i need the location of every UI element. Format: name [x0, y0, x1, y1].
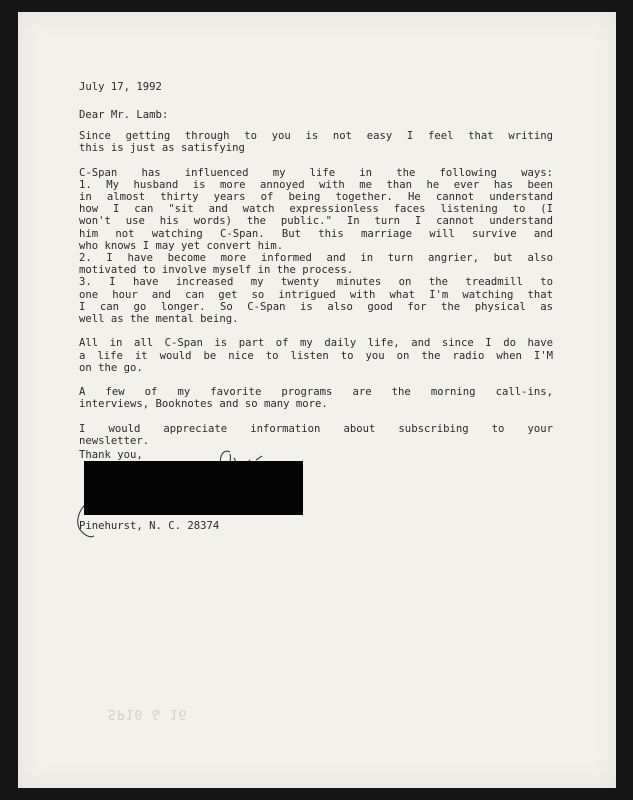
- text-line: motivated to involve myself in the process.: [79, 264, 354, 277]
- text-line: 2. I have become more informed and in turn angrier, but also: [79, 252, 553, 265]
- paragraph-2: [79, 167, 553, 326]
- text-line: one hour and can get so intrigued with what I'm watching that: [79, 288, 553, 301]
- letter-date: July 17, 1992: [79, 81, 162, 93]
- text-line: 1. My husband is more annoyed with me than he ever has been: [79, 178, 553, 191]
- text-line: A few of my favorite programs are the morning call-ins,: [79, 386, 553, 399]
- text-line: a life it would be nice to listen to you on the radio when I'M: [79, 349, 553, 362]
- text-line: him not watching C-Span. But this marriage will survive and: [79, 227, 553, 240]
- text-line: 3. I have increased my twenty minutes on the treadmill to: [79, 276, 553, 289]
- letter-salutation: Dear Mr. Lamb:: [79, 109, 169, 121]
- text-line: won't use his words) the public." In turn I cannot understand: [79, 215, 553, 228]
- text-line: who knows I may yet convert him.: [79, 239, 284, 252]
- paragraph-1: [79, 130, 553, 154]
- redaction-block: [84, 461, 303, 515]
- text-line: All in all C-Span is part of my daily life, and since I do have: [79, 337, 553, 350]
- text-line: how I can "sit and watch expressionless faces listening to (I: [79, 203, 553, 216]
- paragraph-4: [79, 386, 553, 410]
- text-line: I would appreciate information about subscribing to your: [79, 422, 553, 435]
- archive-stamp: SP10 & 16: [108, 706, 188, 721]
- letter-address: Pinehurst, N. C. 28374: [79, 520, 220, 532]
- letter-body: [79, 130, 553, 447]
- text-line: C-Span has influenced my life in the following ways:: [79, 166, 553, 179]
- text-line: well as the mental being.: [79, 313, 239, 326]
- paragraph-3: [79, 337, 553, 374]
- text-line: Since getting through to you is not easy I feel that writing: [79, 130, 553, 142]
- text-line: I can go longer. So C-Span is also good for the physical as: [79, 300, 553, 313]
- text-line: on the go.: [79, 361, 143, 374]
- text-line: newsletter.: [79, 435, 150, 448]
- text-line: in almost thirty years of being together. He cannot understand: [79, 191, 553, 203]
- letter-closing: Thank you,: [79, 449, 143, 461]
- text-line: interviews, Booknotes and so many more.: [79, 398, 328, 411]
- text-line: this is just as satisfying: [79, 142, 245, 155]
